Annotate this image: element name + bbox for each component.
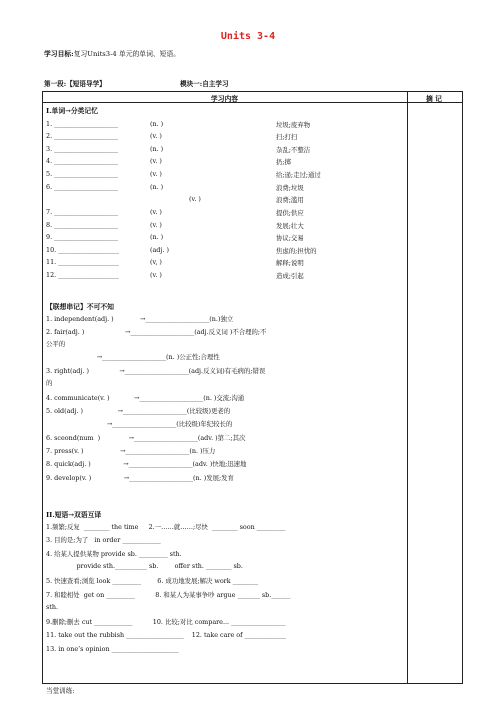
word-blank: 7. ____________________ (46, 208, 119, 216)
in-class-practice-label: 当堂训练: (46, 687, 75, 695)
part-of-speech: (n. ) (150, 120, 164, 128)
word-item (46, 170, 321, 179)
part-of-speech: (adj. ) (150, 246, 169, 254)
part-of-speech: (v. ) (150, 221, 162, 229)
header-notes: 摘 记 (426, 95, 442, 103)
phrase-line: 7. 和睦相处 get on _________ 8. 和某人为某事争吵 argue _______ sb.______ (46, 591, 291, 599)
word-meaning: 焦虑的;担忧的 (276, 247, 317, 255)
word-blank: 12. ___________________ (46, 271, 119, 279)
association-line: →____________________(比较级)年纪较长的 (46, 420, 233, 428)
phrase-line: 1.频繁;反复 ________ the time 2.一……就……;尽快 ________ soon _________ (46, 523, 286, 531)
association-line: 7. press(v. ) →____________________(n. )压力 (46, 447, 216, 455)
word-blank: 4. ____________________ (46, 157, 119, 165)
part-of-speech: (v. ) (150, 132, 162, 140)
part-of-speech: (v. ) (189, 195, 201, 203)
word-item (46, 221, 304, 230)
word-blank: 3. ____________________ (46, 145, 119, 153)
word-meaning: 浪费;滥用 (276, 196, 304, 204)
word-item (46, 145, 311, 154)
word-blank: 9. ____________________ (46, 233, 119, 241)
word-meaning: 杂乱;不整洁 (276, 146, 311, 154)
word-meaning: 浪费;垃圾 (276, 184, 304, 192)
goal-label: 学习目标: (44, 50, 74, 58)
association-line: 5. old(adj. ) →____________________(比较级)更老的 (46, 407, 231, 415)
word-blank: 2. ____________________ (46, 132, 119, 140)
phrase-line: 11. take out the rubbish __________________ 12. take care of _____________ (46, 631, 287, 639)
association-line: 4. communicate(v. ) →____________________(n. )交流;沟通 (46, 394, 245, 402)
association-line: 3. right(adj. ) →____________________(adj.反义词)有毛病的;错误 (46, 367, 266, 375)
phrase-line: 4. 给某人提供某物 provide sb. _________ sth. (46, 550, 182, 558)
part-of-speech: (v. ) (150, 170, 162, 178)
phrase-line: 5. 快速查看;浏览 look _________ 6. 成功地发展;解决 work ________ (46, 577, 259, 585)
goal-text: 复习Units3-4 单元的单词、短语。 (73, 50, 181, 58)
learning-goal (44, 48, 180, 58)
association-line: 8. quick(adj. ) →____________________(adv. )快地;迅速地 (46, 460, 247, 468)
word-blank: 11. ___________________ (46, 258, 119, 266)
phrase-line: 13. in one’s opinion _____________________ (46, 645, 179, 653)
word-item (46, 157, 291, 166)
word-meaning: 扫;打扫 (276, 133, 298, 141)
word-meaning: 给;递;走过;通过 (276, 171, 321, 179)
word-item (46, 208, 304, 217)
part-of-speech: (v. ) (150, 271, 162, 279)
word-meaning: 提供;供应 (276, 209, 304, 217)
word-meaning: 造成;引起 (276, 272, 304, 280)
association-line: 9. develop(v. ) →____________________(n. )发展;发育 (46, 474, 234, 482)
section-words-title: I.单词→分类记忆 (46, 107, 99, 115)
phrase-line: provide sth.__________ sb. offer sth. ________ sb. (46, 562, 243, 570)
part-of-speech: (n. ) (150, 145, 164, 153)
word-blank: 6. ____________________ (46, 183, 119, 191)
word-item (46, 271, 304, 280)
word-meaning: 解释;说明 (276, 259, 304, 267)
word-meaning: 协议;交易 (276, 234, 304, 242)
part-of-speech: (n. ) (150, 233, 164, 241)
section-phrases-title: II.短语→双语互译 (46, 511, 102, 519)
association-line: 1. independent(adj. ) →____________________(n.)独立 (46, 315, 234, 323)
part-of-speech: (v, ) (150, 258, 162, 266)
phrase-line: 9.删除;删去 cut ____________ 10. 比较;对比 compare... _________________ (46, 618, 286, 626)
part-of-speech: (v. ) (150, 208, 162, 216)
word-meaning: 扔;掷 (276, 158, 291, 166)
association-line: 6. sceond(num ) →____________________(adv. )第二;其次 (46, 434, 246, 442)
part-of-speech: (v. ) (150, 157, 162, 165)
page-title: Units 3-4 (220, 31, 276, 42)
word-item (46, 120, 311, 129)
association-line: 公平的 (46, 340, 66, 348)
phrase-line: sth. (46, 603, 58, 611)
word-blank: 10. ___________________ (46, 246, 119, 254)
word-item (46, 258, 304, 267)
association-line: 的 (46, 379, 53, 387)
phrase-line: 3. 目的是;为了 in order ____________ (46, 536, 161, 544)
section-association-title: 【联想串记】不可不知 (46, 303, 114, 311)
word-blank: 1. ____________________ (46, 120, 119, 128)
association-line: →____________________(n. )公正性;合理性 (46, 353, 220, 361)
word-item (46, 233, 304, 242)
stage-label: 第一段:【短语导学】 (44, 80, 106, 88)
module-label: 模块一:自主学习 (180, 80, 229, 88)
table-divider (407, 91, 408, 683)
header-study-content: 学习内容 (210, 95, 239, 103)
word-meaning: 垃圾;废弃物 (276, 121, 311, 129)
word-blank: 8. ____________________ (46, 221, 119, 229)
word-blank: 5. ____________________ (46, 170, 119, 178)
word-item (46, 246, 317, 255)
word-meaning: 发展;壮大 (276, 222, 304, 230)
stage-heading (44, 78, 229, 88)
association-line: 2. fair(adj. ) →____________________(adj.反义词 )不合理的;不 (46, 328, 267, 336)
word-item (46, 132, 298, 141)
part-of-speech: (n. ) (150, 183, 164, 191)
word-item (46, 183, 304, 192)
